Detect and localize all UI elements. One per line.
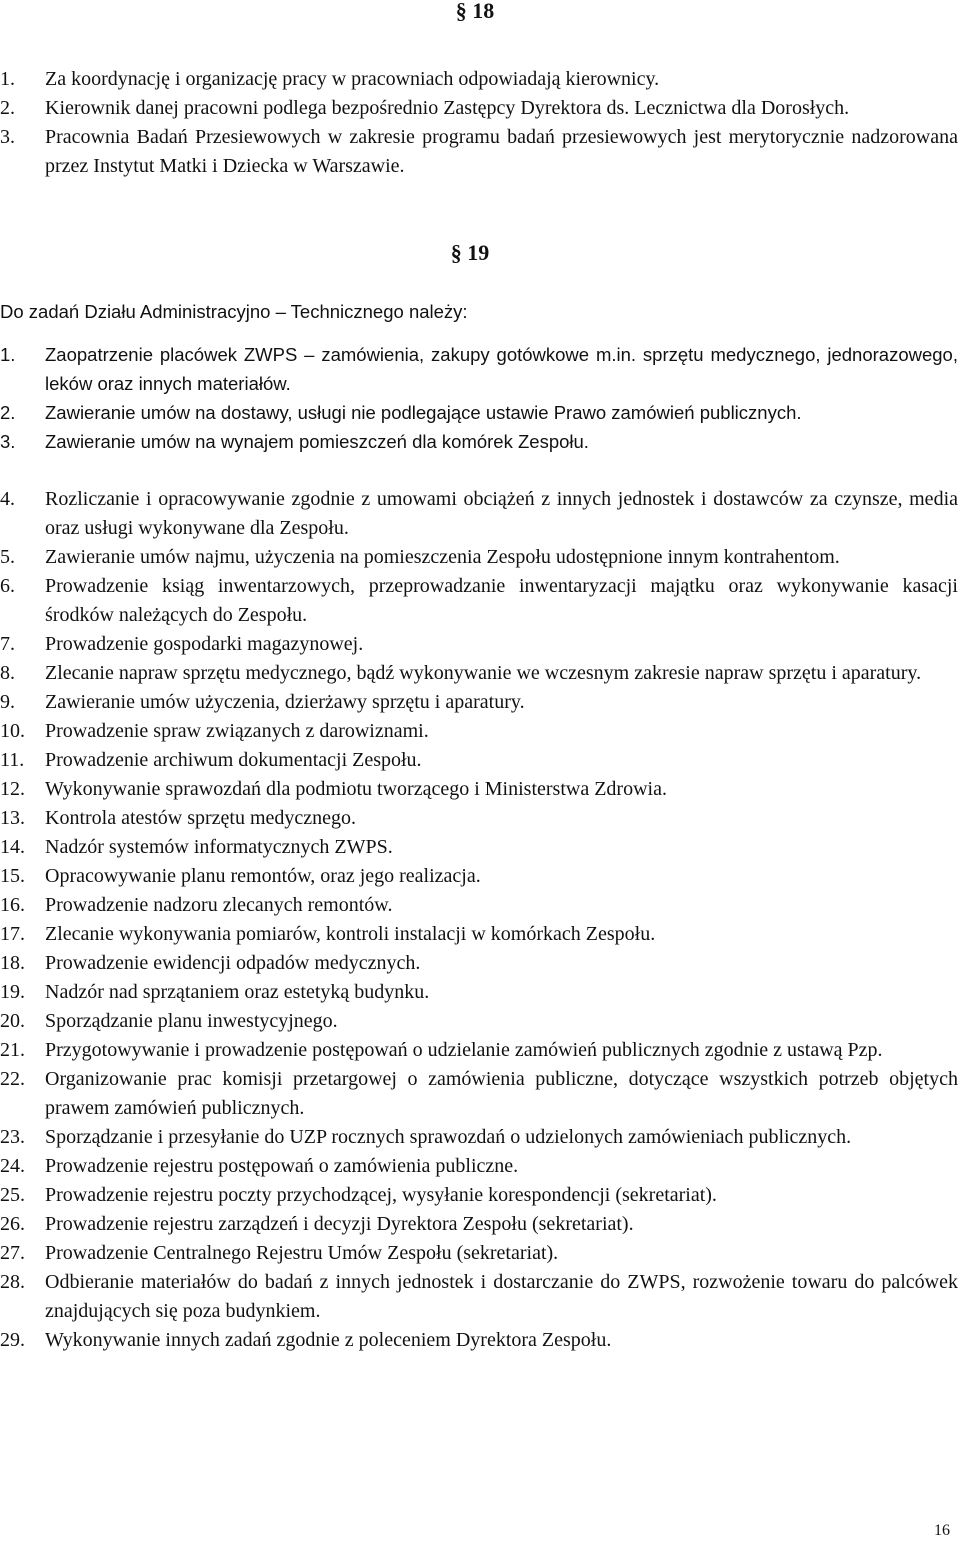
list-item-number: 21. xyxy=(0,1039,25,1061)
list-item xyxy=(0,427,960,456)
list-item-text: Prowadzenie rejestru poczty przychodzącej, wysyłanie korespondencji (sekretariat). xyxy=(45,1184,717,1206)
list-item xyxy=(0,1326,960,1355)
list-item-number: 14. xyxy=(0,836,25,858)
list-item xyxy=(0,746,960,775)
list-item xyxy=(0,920,960,949)
list-item-text: Nadzór nad sprzątaniem oraz estetyką budynku. xyxy=(45,981,430,1003)
list-item-text: Prowadzenie archiwum dokumentacji Zespołu. xyxy=(45,749,422,771)
list-item-text: Prowadzenie rejestru zarządzeń i decyzji Dyrektora Zespołu (sekretariat). xyxy=(45,1213,634,1235)
list-item xyxy=(0,1123,960,1152)
section-18-title: § 18 xyxy=(455,0,495,23)
list-item-number: 12. xyxy=(0,778,25,800)
list-item-text: Przygotowywanie i prowadzenie postępowań o udzielanie zamówień publicznych zgodnie z ustawą Pzp. xyxy=(45,1039,883,1061)
list-item-number: 27. xyxy=(0,1242,25,1264)
list-item-number: 25. xyxy=(0,1184,25,1206)
list-item xyxy=(0,340,960,398)
list-item-number: 18. xyxy=(0,952,25,974)
list-item-number: 19. xyxy=(0,981,25,1003)
list-item-text: Sporządzanie planu inwestycyjnego. xyxy=(45,1010,338,1032)
list-item-text: Zawieranie umów najmu, użyczenia na pomieszczenia Zespołu udostępnione innym kontrahentom. xyxy=(45,546,840,568)
list-item-text: Za koordynację i organizację pracy w pracowniach odpowiadają kierownicy. xyxy=(45,68,660,90)
list-item-text: Rozliczanie i opracowywanie zgodnie z umowami obciążeń z innych jednostek i dostawców za czynsze, media oraz usługi wykonywane dla Zespołu. xyxy=(45,488,958,539)
list-item-text: Zaopatrzenie placówek ZWPS – zamówienia, zakupy gotówkowe m.in. sprzętu medycznego, jednorazowego, leków oraz innych materiałów. xyxy=(45,344,958,394)
list-item xyxy=(0,1181,960,1210)
list-item-number: 2. xyxy=(0,97,15,119)
list-item xyxy=(0,1152,960,1181)
list-item xyxy=(0,572,960,630)
page-number: 16 xyxy=(934,1522,950,1539)
list-item-number: 10. xyxy=(0,720,25,742)
list-item xyxy=(0,543,960,572)
list-item-text: Wykonywanie innych zadań zgodnie z poleceniem Dyrektora Zespołu. xyxy=(45,1329,612,1351)
list-item-number: 11. xyxy=(0,749,25,771)
list-item-number: 15. xyxy=(0,865,25,887)
list-item xyxy=(0,1268,960,1326)
list-item-number: 26. xyxy=(0,1213,25,1235)
list-item-number: 2. xyxy=(0,402,16,423)
list-item xyxy=(0,1007,960,1036)
list-item-number: 13. xyxy=(0,807,25,829)
list-item xyxy=(0,1210,960,1239)
list-item-text: Wykonywanie sprawozdań dla podmiotu tworzącego i Ministerstwa Zdrowia. xyxy=(45,778,667,800)
section-18-list xyxy=(0,65,960,181)
list-item xyxy=(0,978,960,1007)
list-item-text: Kontrola atestów sprzętu medycznego. xyxy=(45,807,357,829)
list-item xyxy=(0,804,960,833)
list-item-number: 24. xyxy=(0,1155,25,1177)
list-item-text: Zawieranie umów na dostawy, usługi nie podlegające ustawie Prawo zamówień publicznych. xyxy=(45,402,802,423)
list-item xyxy=(0,949,960,978)
list-item-text: Odbieranie materiałów do badań z innych jednostek i dostarczanie do ZWPS, rozwożenie towaru do palcówek znajdujących się poza budynkiem. xyxy=(45,1271,958,1322)
list-item-text: Pracownia Badań Przesiewowych w zakresie programu badań przesiewowych jest merytorycznie nadzorowana przez Instytut Matki i Dziecka w Warszawie. xyxy=(45,126,958,177)
list-item xyxy=(0,94,960,123)
list-item xyxy=(0,485,960,543)
list-item xyxy=(0,862,960,891)
list-item-number: 6. xyxy=(0,575,15,597)
list-item xyxy=(0,65,960,94)
list-item-number: 22. xyxy=(0,1068,25,1090)
list-item xyxy=(0,775,960,804)
list-item-text: Prowadzenie ksiąg inwentarzowych, przeprowadzanie inwentaryzacji majątku oraz wykonywanie kasacji środków należących do Zespołu. xyxy=(45,575,958,626)
list-item-text: Prowadzenie nadzoru zlecanych remontów. xyxy=(45,894,393,916)
section-19-intro: Do zadań Działu Administracyjno – Technicznego należy: xyxy=(0,301,468,322)
list-item-text: Zawieranie umów użyczenia, dzierżawy sprzętu i aparatury. xyxy=(45,691,525,713)
list-item-number: 9. xyxy=(0,691,15,713)
list-item-number: 23. xyxy=(0,1126,25,1148)
list-item-number: 5. xyxy=(0,546,15,568)
list-item-text: Organizowanie prac komisji przetargowej o zamówienia publiczne, dotyczące wszystkich potrzeb objętych prawem zamówień publicznych. xyxy=(45,1068,958,1119)
list-item-text: Nadzór systemów informatycznych ZWPS. xyxy=(45,836,393,858)
list-item xyxy=(0,717,960,746)
list-item-number: 8. xyxy=(0,662,15,684)
list-item-number: 16. xyxy=(0,894,25,916)
list-item-number: 7. xyxy=(0,633,15,655)
list-item xyxy=(0,688,960,717)
list-item-number: 20. xyxy=(0,1010,25,1032)
list-item-number: 1. xyxy=(0,344,16,365)
list-item-number: 1. xyxy=(0,68,15,90)
list-item-text: Opracowywanie planu remontów, oraz jego realizacja. xyxy=(45,865,481,887)
list-item-text: Zawieranie umów na wynajem pomieszczeń dla komórek Zespołu. xyxy=(45,431,589,452)
list-item xyxy=(0,1239,960,1268)
list-item xyxy=(0,398,960,427)
list-item xyxy=(0,891,960,920)
list-item xyxy=(0,833,960,862)
list-item-number: 3. xyxy=(0,431,16,452)
list-item xyxy=(0,1065,960,1123)
list-item-text: Prowadzenie Centralnego Rejestru Umów Zespołu (sekretariat). xyxy=(45,1242,559,1264)
list-item-text: Sporządzanie i przesyłanie do UZP rocznych sprawozdań o udzielonych zamówieniach publicznych. xyxy=(45,1126,852,1148)
list-item-text: Kierownik danej pracowni podlega bezpośrednio Zastępcy Dyrektora ds. Lecznictwa dla Dorosłych. xyxy=(45,97,850,119)
list-item-number: 4. xyxy=(0,488,15,510)
list-item-text: Zlecanie wykonywania pomiarów, kontroli instalacji w komórkach Zespołu. xyxy=(45,923,656,945)
list-item xyxy=(0,630,960,659)
list-item xyxy=(0,659,960,688)
list-item-number: 17. xyxy=(0,923,25,945)
section-19-title: § 19 xyxy=(450,240,490,265)
list-item xyxy=(0,1036,960,1065)
list-item-text: Prowadzenie gospodarki magazynowej. xyxy=(45,633,364,655)
section-19-list-part2 xyxy=(0,485,960,1355)
list-item-number: 29. xyxy=(0,1329,25,1351)
section-19-list-part1 xyxy=(0,340,960,456)
list-item-text: Prowadzenie spraw związanych z darowiznami. xyxy=(45,720,429,742)
list-item-text: Prowadzenie ewidencji odpadów medycznych. xyxy=(45,952,421,974)
list-item-text: Zlecanie napraw sprzętu medycznego, bądź wykonywanie we wczesnym zakresie napraw sprzętu i aparatury. xyxy=(45,662,922,684)
list-item-text: Prowadzenie rejestru postępowań o zamówienia publiczne. xyxy=(45,1155,519,1177)
list-item-number: 28. xyxy=(0,1271,25,1293)
list-item-number: 3. xyxy=(0,126,15,148)
list-item xyxy=(0,123,960,181)
